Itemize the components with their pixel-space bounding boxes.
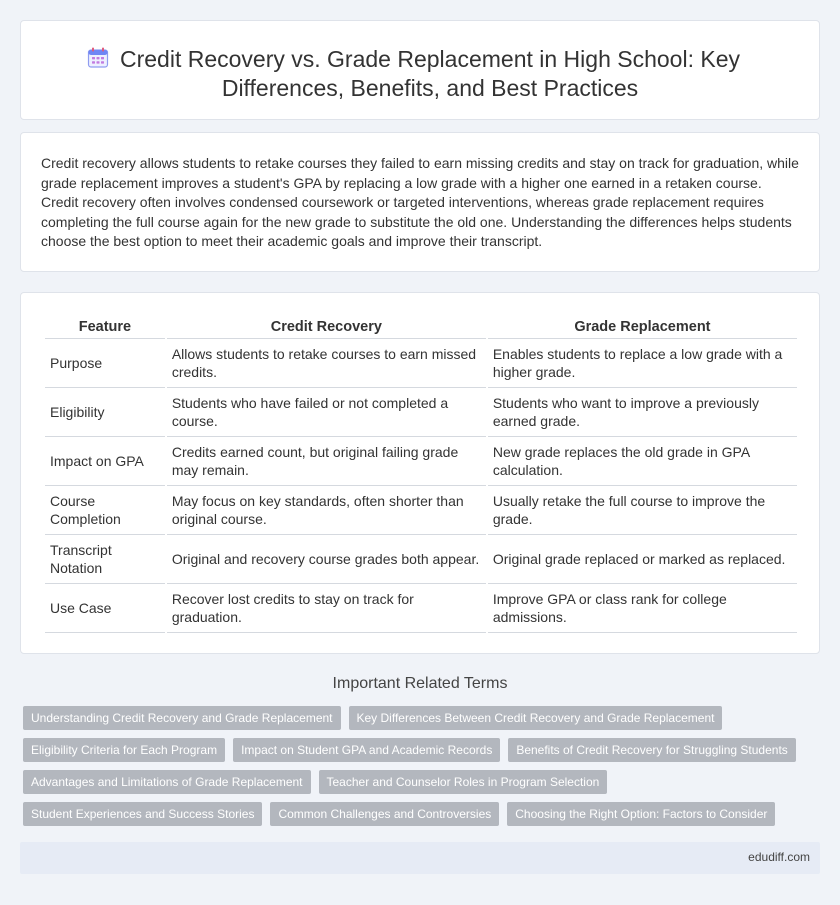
comparison-table	[43, 315, 799, 633]
row-credit-recovery: Original and recovery course grades both appear.	[167, 535, 486, 584]
table-header-row	[45, 315, 797, 339]
table-row	[45, 486, 797, 535]
intro-card	[20, 132, 820, 272]
related-term-tag[interactable]: Understanding Credit Recovery and Grade Replacement	[23, 706, 341, 730]
related-term-tag[interactable]: Common Challenges and Controversies	[270, 802, 499, 826]
row-grade-replacement: Students who want to improve a previously earned grade.	[488, 388, 797, 437]
table-row	[45, 535, 797, 584]
related-term-tag[interactable]: Benefits of Credit Recovery for Struggling Students	[508, 738, 795, 762]
related-term-tag[interactable]: Advantages and Limitations of Grade Replacement	[23, 770, 311, 794]
related-term-tag[interactable]: Teacher and Counselor Roles in Program Selection	[319, 770, 608, 794]
title-card	[20, 20, 820, 120]
row-feature: Purpose	[45, 339, 165, 388]
comparison-card	[20, 292, 820, 654]
row-credit-recovery: Allows students to retake courses to earn missed credits.	[167, 339, 486, 388]
row-grade-replacement: Improve GPA or class rank for college admissions.	[488, 584, 797, 633]
page-title: Credit Recovery vs. Grade Replacement in High School: Key Differences, Benefits, and Best Practices	[119, 46, 740, 101]
row-feature: Transcript Notation	[45, 535, 165, 584]
table-row	[45, 388, 797, 437]
related-term-tag[interactable]: Eligibility Criteria for Each Program	[23, 738, 225, 762]
row-credit-recovery: Recover lost credits to stay on track for graduation.	[167, 584, 486, 633]
row-feature: Impact on GPA	[45, 437, 165, 486]
related-term-tag[interactable]: Impact on Student GPA and Academic Records	[233, 738, 500, 762]
row-credit-recovery: Students who have failed or not completed a course.	[167, 388, 486, 437]
related-terms-title: Important Related Terms	[332, 675, 508, 692]
row-feature: Course Completion	[45, 486, 165, 535]
table-row	[45, 437, 797, 486]
row-feature: Eligibility	[45, 388, 165, 437]
related-term-tag[interactable]: Key Differences Between Credit Recovery and Grade Replacement	[349, 706, 723, 730]
table-row	[45, 584, 797, 633]
row-credit-recovery: May focus on key standards, often shorter than original course.	[167, 486, 486, 535]
row-grade-replacement: Enables students to replace a low grade with a higher grade.	[488, 339, 797, 388]
row-grade-replacement: New grade replaces the old grade in GPA calculation.	[488, 437, 797, 486]
row-feature: Use Case	[45, 584, 165, 633]
header-feature: Feature	[45, 315, 165, 339]
related-term-tag[interactable]: Choosing the Right Option: Factors to Consider	[507, 802, 775, 826]
header-grade-replacement: Grade Replacement	[488, 315, 797, 339]
intro-paragraph: Credit recovery allows students to retake courses they failed to earn missing credits and stay on track for graduation, while grade replacement improves a student's GPA by replacing a low grade with a higher one earned in a retaken course. Credit recovery often involves condensed coursework or targeted interventions, whereas grade replacement requires completing the full course again for the new grade to substitute the old one. Understanding the differences helps students choose the best option to meet their academic goals and improve their transcript.	[41, 155, 799, 249]
row-grade-replacement: Original grade replaced or marked as replaced.	[488, 535, 797, 584]
footer-site-link[interactable]: edudiff.com	[748, 850, 810, 864]
footer	[20, 842, 820, 874]
row-credit-recovery: Credits earned count, but original failing grade may remain.	[167, 437, 486, 486]
table-row	[45, 339, 797, 388]
row-grade-replacement: Usually retake the full course to improve the grade.	[488, 486, 797, 535]
related-term-tag[interactable]: Student Experiences and Success Stories	[23, 802, 262, 826]
related-terms-list	[23, 706, 813, 826]
header-credit-recovery: Credit Recovery	[167, 315, 486, 339]
